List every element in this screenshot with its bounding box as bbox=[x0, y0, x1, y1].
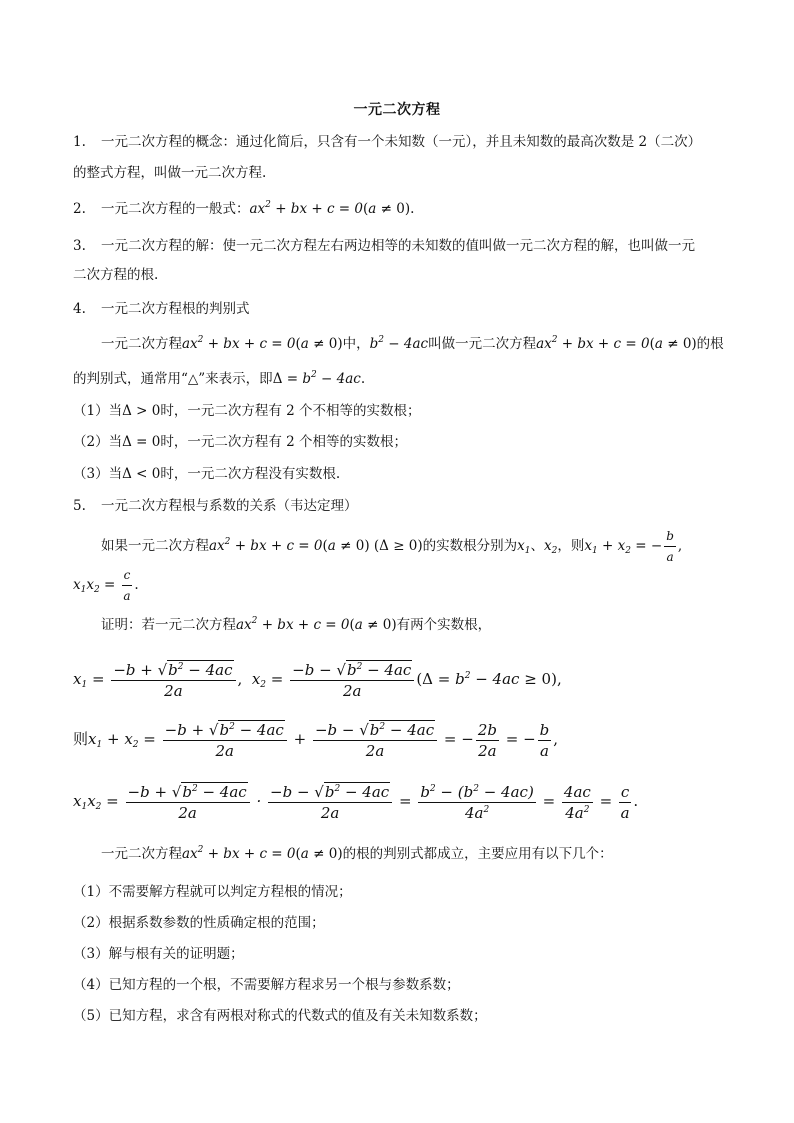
text-span: 时，一元二次方程有 2 个不相等的实数根； bbox=[160, 403, 421, 419]
text-span: 的判别式，通常用“△”来表示，即 bbox=[73, 371, 273, 387]
root-x2: $x_2$ bbox=[544, 538, 558, 556]
text-span: （1）当 bbox=[73, 403, 123, 419]
general-form-formula: $ax^2$ + bx + c = 0(a ≠ 0) bbox=[236, 616, 397, 633]
item-3-line-b bbox=[73, 266, 158, 284]
vieta-sum: $x_1 + x_2$ = − $\frac{b}{a}$ bbox=[584, 529, 674, 564]
text-span: 的根的判别式都成立，主要应用有以下几个： bbox=[342, 846, 613, 862]
root-formula-x2: $x_2$ = $\frac{-b - √b^2 - 4ac}{2a}$ bbox=[252, 670, 417, 688]
text-span: 则 bbox=[73, 730, 89, 748]
item-4-heading bbox=[73, 300, 250, 318]
item-number: 5. bbox=[73, 498, 86, 514]
text-span: 叫做一元二次方程 bbox=[428, 336, 537, 352]
item-3-text: 一元二次方程的解：使一元二次方程左右两边相等的未知数的值叫做一元二次方程的解，也叫做一元 bbox=[101, 238, 695, 254]
text-span: 时，一元二次方程有 2 个相等的实数根； bbox=[160, 434, 407, 450]
item-4-line-b: 的判别式，通常用“△”来表示，即$\Delta = b^2 - 4ac$. bbox=[73, 370, 366, 387]
delta-definition: $\Delta = b^2 - 4ac$ bbox=[272, 370, 361, 387]
item-number: 1. bbox=[73, 134, 86, 150]
sum-derivation: 则$x_1 + x_2$ = $\frac{-b + √b^2 - 4ac}{2a}$ + $\frac{-b - √b^2 - 4ac}{2a}$ = − $\frac{2b}{2a}$ = − $\frac{b}{a}$ , bbox=[73, 720, 559, 760]
text-span: （2）当 bbox=[73, 434, 123, 450]
case-1 bbox=[73, 402, 421, 420]
root-formula-x1: $x_1$ = $\frac{-b + √b^2 - 4ac}{2a}$ bbox=[73, 670, 238, 688]
product-derivation: $x_1x_2$ = $\frac{-b + √b^2 - 4ac}{2a}$ · $\frac{-b - √b^2 - 4ac}{2a}$ = $\frac{b^2 - (b^2 - 4ac)}{4a^2}$ = $\frac{4ac}{4a^2}$ = $\frac{c}{a}$ . bbox=[73, 782, 639, 822]
item-number: 4. bbox=[73, 301, 86, 317]
application-item: （1）不需要解方程就可以判定方程根的情况； bbox=[73, 884, 352, 900]
application-item: （5）已知方程，求含有两根对称式的代数式的值及有关未知数系数； bbox=[73, 1008, 487, 1024]
application-item: （2）根据系数参数的性质确定根的范围； bbox=[73, 915, 325, 931]
case-condition: Δ = 0 bbox=[122, 434, 161, 450]
item-4-text: 一元二次方程根的判别式 bbox=[101, 301, 250, 317]
case-2 bbox=[73, 433, 407, 451]
item-1-line-a bbox=[73, 133, 701, 151]
case-3 bbox=[73, 465, 340, 483]
item-3-text-cont: 二次方程的根. bbox=[73, 267, 159, 283]
item-2-text: 一元二次方程的一般式： bbox=[101, 201, 250, 217]
summary bbox=[101, 845, 613, 863]
general-form-formula: $ax^2$ + bx + c = 0(a ≠ 0) (Δ ≥ 0) bbox=[209, 537, 423, 554]
general-form-formula: $ax^2$ + bx + c = 0(a ≠ 0) bbox=[182, 335, 343, 352]
item-1-line-b bbox=[73, 164, 266, 182]
text-span: 如果一元二次方程 bbox=[101, 538, 209, 554]
sum-formula: $x_1 + x_2$ = $\frac{-b + √b^2 - 4ac}{2a}$ + $\frac{-b - √b^2 - 4ac}{2a}$ = − $\frac{2b}{2a}$ = − $\frac{b}{a}$ bbox=[88, 720, 550, 760]
text-span: 中， bbox=[342, 336, 370, 352]
general-form-formula: $ax^2$ + bx + c = 0(a ≠ 0) bbox=[536, 335, 697, 352]
root-x1: $x_1$ bbox=[517, 538, 531, 556]
delta-condition: $(\Delta = b^2 - 4ac \ge 0)$ bbox=[416, 670, 557, 688]
text-span: 证明：若一元二次方程 bbox=[101, 617, 236, 633]
item-5-line-a: 如果一元二次方程$ax^2$ + bx + c = 0(a ≠ 0) (Δ ≥ 0)的实数根分别为$x_1$、$x_2$，则$x_1 + x_2$ = − $\frac{b}{a}$ , bbox=[101, 529, 683, 564]
product-formula: $x_1x_2$ = $\frac{-b + √b^2 - 4ac}{2a}$ · $\frac{-b - √b^2 - 4ac}{2a}$ = $\frac{b^2 - (b^2 - 4ac)}{4a^2}$ = $\frac{4ac}{4a^2}$ = $\frac{c}{a}$ bbox=[73, 782, 630, 822]
item-5-text: 一元二次方程根与系数的关系（韦达定理） bbox=[101, 498, 358, 514]
item-4-line-a bbox=[101, 335, 724, 353]
text-span: 一元二次方程 bbox=[101, 336, 182, 352]
text-span: ，则 bbox=[557, 538, 585, 554]
item-number: 2. bbox=[73, 201, 86, 217]
application-item: （4）已知方程的一个根，不需要解方程求另一个根与参数系数； bbox=[73, 977, 460, 993]
item-3-line-a bbox=[73, 237, 695, 255]
text-span: 的根 bbox=[696, 336, 724, 352]
item-1-text: 一元二次方程的概念：通过化简后，只含有一个未知数（一元），并且未知数的最高次数是 2（二次） bbox=[101, 134, 702, 150]
text-span: 的实数根分别为 bbox=[422, 538, 518, 554]
item-5-line-b: $x_1x_2$ = $\frac{c}{a}$ . bbox=[73, 568, 139, 603]
page-title: 一元二次方程 bbox=[353, 102, 441, 118]
proof-intro bbox=[101, 616, 491, 634]
application-item: （3）解与根有关的证明题； bbox=[73, 946, 244, 962]
discriminant-formula: $b^2 - 4ac$ bbox=[369, 335, 429, 352]
vieta-product: $x_1x_2$ = $\frac{c}{a}$ bbox=[73, 568, 131, 603]
item-number: 3. bbox=[73, 238, 86, 254]
root-formulas: $x_1$ = $\frac{-b + √b^2 - 4ac}{2a}$ , $x_2$ = $\frac{-b - √b^2 - 4ac}{2a}$ $(\Delta = b^2 - 4ac \ge 0)$, bbox=[73, 661, 562, 700]
item-1-text-cont: 的整式方程，叫做一元二次方程. bbox=[73, 165, 267, 181]
text-span: 有两个实数根， bbox=[396, 617, 492, 633]
text-span: 一元二次方程 bbox=[101, 846, 182, 862]
text-span: 、 bbox=[530, 538, 545, 554]
text-span: 时，一元二次方程没有实数根. bbox=[160, 466, 341, 482]
general-form-formula: $ax^2$ + bx + c = 0(a ≠ 0) bbox=[249, 200, 411, 217]
item-2-line: 2. 一元二次方程的一般式：$ax^2$ + bx + c = 0(a ≠ 0). bbox=[73, 200, 415, 217]
item-5-heading bbox=[73, 497, 358, 515]
text-span: （3）当 bbox=[73, 466, 123, 482]
general-form-formula: $ax^2$ + bx + c = 0(a ≠ 0) bbox=[182, 845, 343, 862]
case-condition: Δ > 0 bbox=[122, 403, 161, 419]
case-condition: Δ < 0 bbox=[122, 466, 161, 482]
